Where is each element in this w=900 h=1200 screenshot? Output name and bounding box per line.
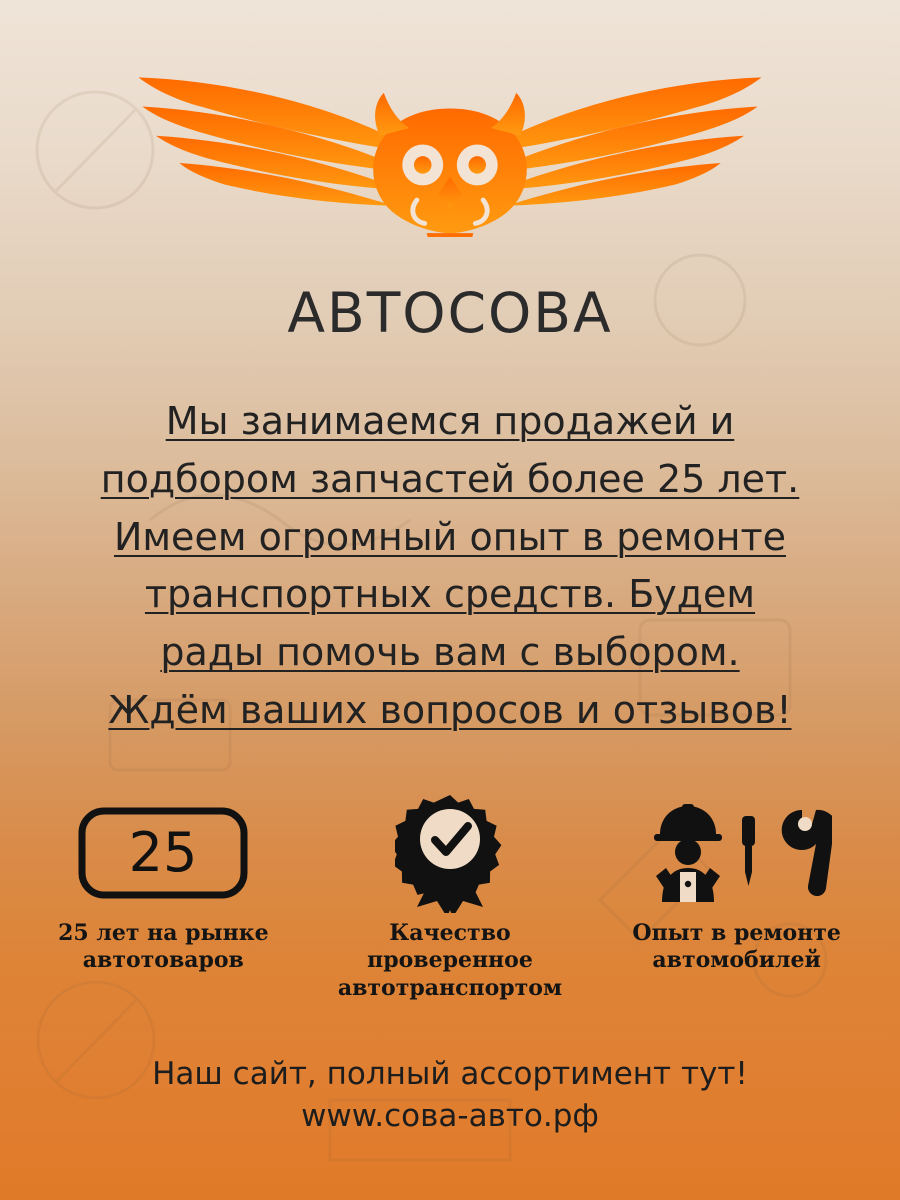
feature-item-experience (602, 798, 872, 975)
footer-tagline: Наш сайт, полный ассортимент тут! (152, 1056, 748, 1093)
brand-logo (120, 52, 780, 237)
owl-with-wings-logo-icon (120, 52, 780, 237)
quality-rosette-check-icon (395, 798, 505, 908)
footer-website-url[interactable]: www.сова-авто.рф (301, 1098, 599, 1135)
svg-text:25: 25 (128, 820, 198, 884)
feature-label-quality: Качество проверенное автотранспортом (337, 919, 563, 1001)
description-text: Мы занимаемся продажей и подбором запчастей более 25 лет. Имеем огромный опыт в ремонте транспортных средств. Будем рады помочь вам с выбором. Ждём ваших вопросов и отзывов! (100, 399, 800, 732)
feature-label-years: 25 лет на рынке автотоваров (58, 919, 269, 973)
mechanic-with-tools-icon (642, 798, 832, 908)
feature-label-experience: Опыт в ремонте автомобилей (632, 919, 841, 973)
years-badge-25-icon (78, 798, 248, 908)
feature-list (20, 798, 880, 1003)
feature-item-years (28, 798, 298, 975)
feature-item-quality (315, 798, 585, 1003)
brand-name: АВТОСОВА (287, 281, 613, 345)
